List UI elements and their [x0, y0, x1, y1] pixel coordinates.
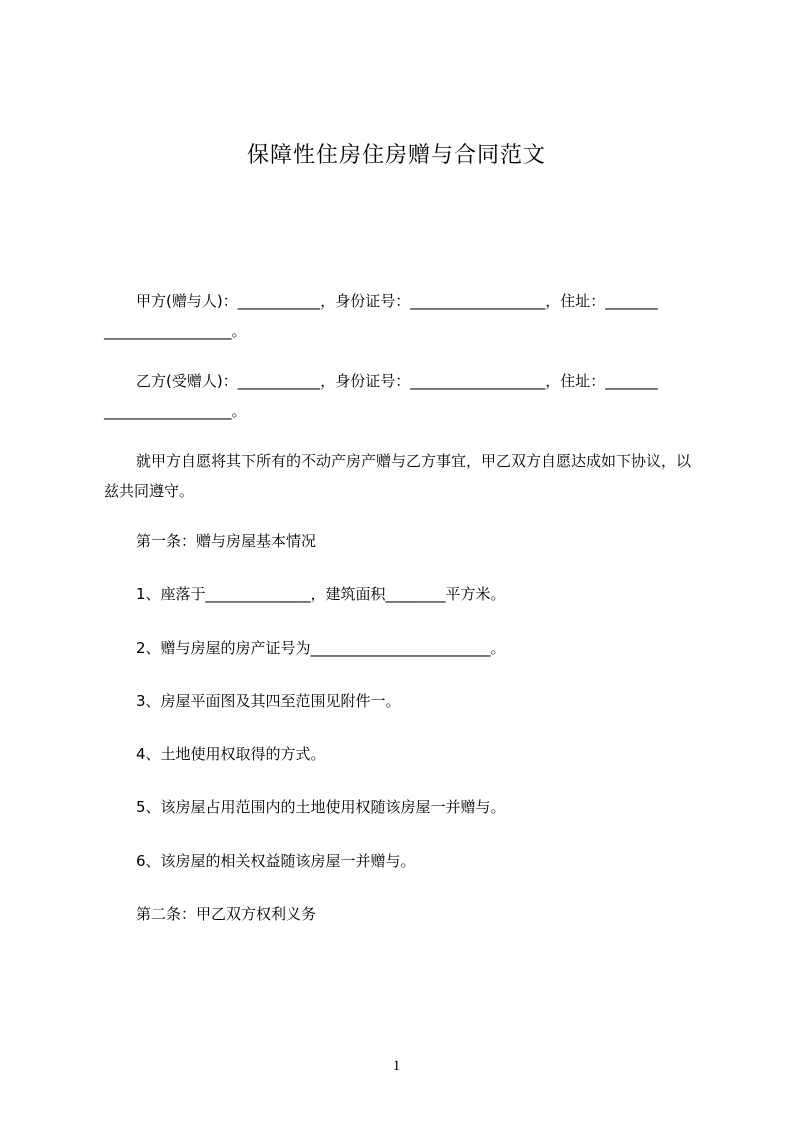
article-1-heading: 第一条：赠与房屋基本情况	[136, 532, 317, 550]
article-1-item-6: 6、该房屋的相关权益随该房屋一并赠与。	[136, 852, 416, 870]
party-a-line-1: 甲方(赠与人)：___________，身份证号：__________________，住址：_______	[136, 292, 658, 310]
party-b-line-1: 乙方(受赠人)：___________，身份证号：__________________，住址：_______	[136, 372, 658, 390]
page-number: 1	[392, 1058, 401, 1074]
article-1-item-4: 4、土地使用权取得的方式。	[136, 745, 326, 763]
intro-paragraph: 就甲方自愿将其下所有的不动产房产赠与乙方事宜，甲乙双方自愿达成如下协议，以兹共同遵守。	[104, 452, 692, 500]
article-1-item-3: 3、房屋平面图及其四至范围见附件一。	[136, 692, 401, 710]
party-a-line-2: _________________。	[104, 322, 247, 340]
party-b-line-2: _________________。	[104, 402, 247, 420]
article-1-item-5: 5、该房屋占用范围内的土地使用权随该房屋一并赠与。	[136, 798, 506, 816]
article-1-item-1: 1、座落于______________，建筑面积________平方米。	[136, 585, 506, 603]
document-title: 保障性住房住房赠与合同范文	[246, 143, 546, 168]
article-1-item-2: 2、赠与房屋的房产证号为________________________。	[136, 639, 506, 657]
article-2-heading: 第二条：甲乙双方权利义务	[136, 905, 317, 923]
